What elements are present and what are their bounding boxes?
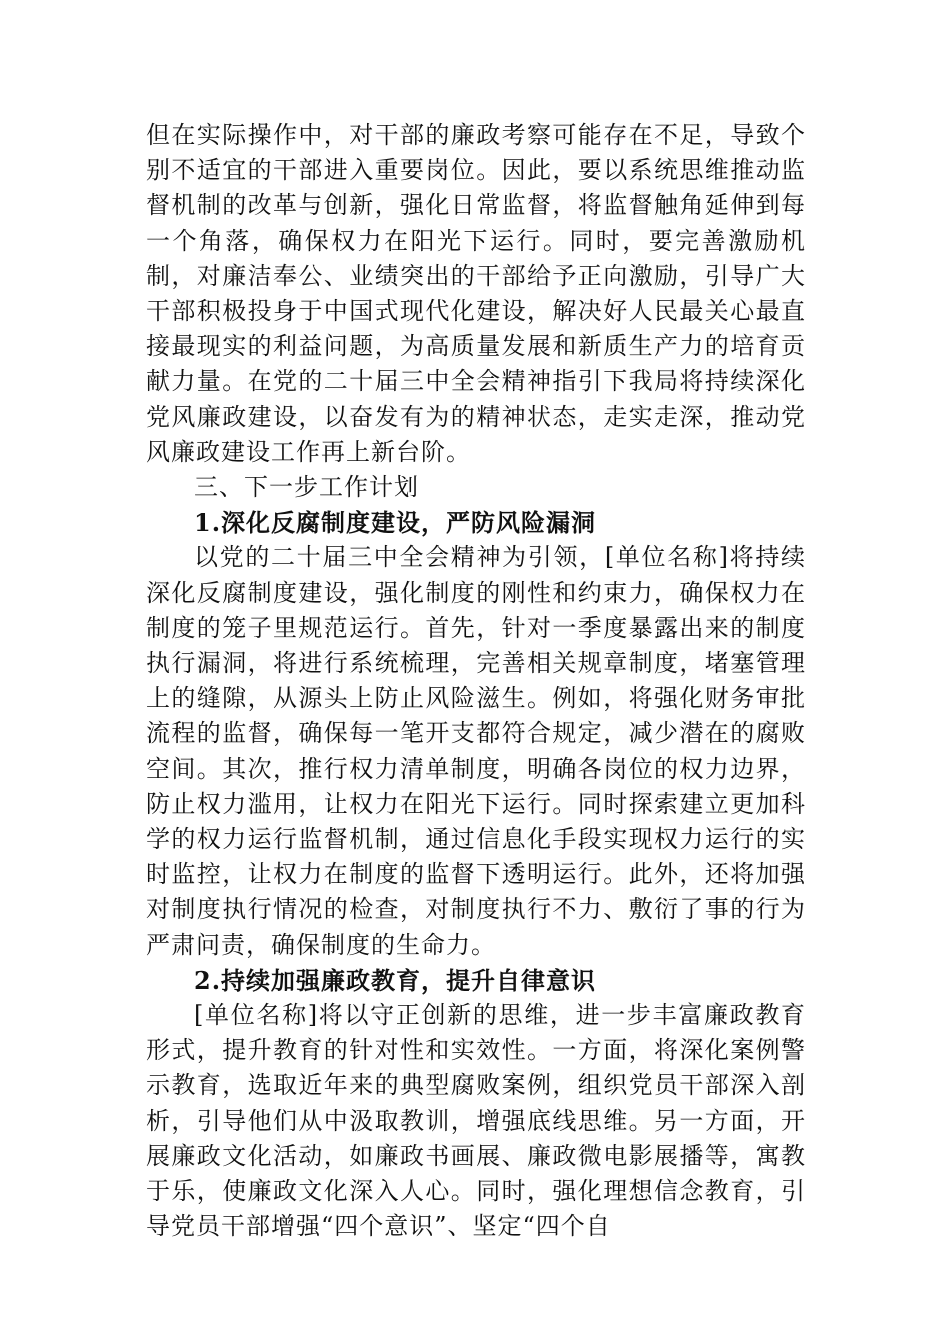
subsection-2-body: [单位名称]将以守正创新的思维，进一步丰富廉政教育形式，提升教育的针对性和实效性。一方面，将深化案例警示教育，选取近年来的典型腐败案例，组织党员干部深入剖析，引导他们从中汲取教训，增强底线思维。另一方面，开展廉政文化活动，如廉政书画展、廉政微电影展播等，寓教于乐，使廉政文化深入人心。同时，强化理想信念教育，引导党员干部增强“四个意识”、坚定“四个自 (146, 1001, 806, 1241)
subsection-1-heading: 1.深化反腐制度建设，严防风险漏洞 (194, 508, 597, 538)
paragraph-continued: 但在实际操作中，对干部的廉政考察可能存在不足，导致个别不适宜的干部进入重要岗位。因此，要以系统思维推动监督机制的改革与创新，强化日常监督，将监督触角延伸到每一个角落，确保权力在阳光下运行。同时，要完善激励机制，对廉洁奉公、业绩突出的干部给予正向激励，引导广大干部积极投身于中国式现代化建设，解决好人民最关心最直接最现实的利益问题，为高质量发展和新质生产力的培育贡献力量。在党的二十届三中全会精神指引下我局将持续深化党风廉政建设，以奋发有为的精神状态，走实走深，推动党风廉政建设工作再上新台阶。 (146, 121, 806, 466)
document-page (146, 118, 806, 1245)
subsection-1-body: 以党的二十届三中全会精神为引领，[单位名称]将持续深化反腐制度建设，强化制度的刚性和约束力，确保权力在制度的笼子里规范运行。首先，针对一季度暴露出来的制度执行漏洞，将进行系统梳理，完善相关规章制度，堵塞管理上的缝隙，从源头上防止风险滋生。例如，将强化财务审批流程的监督，确保每一笔开支都符合规定，减少潜在的腐败空间。其次，推行权力清单制度，明确各岗位的权力边界，防止权力滥用，让权力在阳光下运行。同时探索建立更加科学的权力运行监督机制，通过信息化手段实现权力运行的实时监控，让权力在制度的监督下透明运行。此外，还将加强对制度执行情况的检查，对制度执行不力、敷衍了事的行为严肃问责，确保制度的生命力。 (146, 543, 806, 959)
subsection-2-heading: 2.持续加强廉政教育，提升自律意识 (194, 965, 597, 995)
section-heading: 三、下一步工作计划 (194, 473, 419, 502)
